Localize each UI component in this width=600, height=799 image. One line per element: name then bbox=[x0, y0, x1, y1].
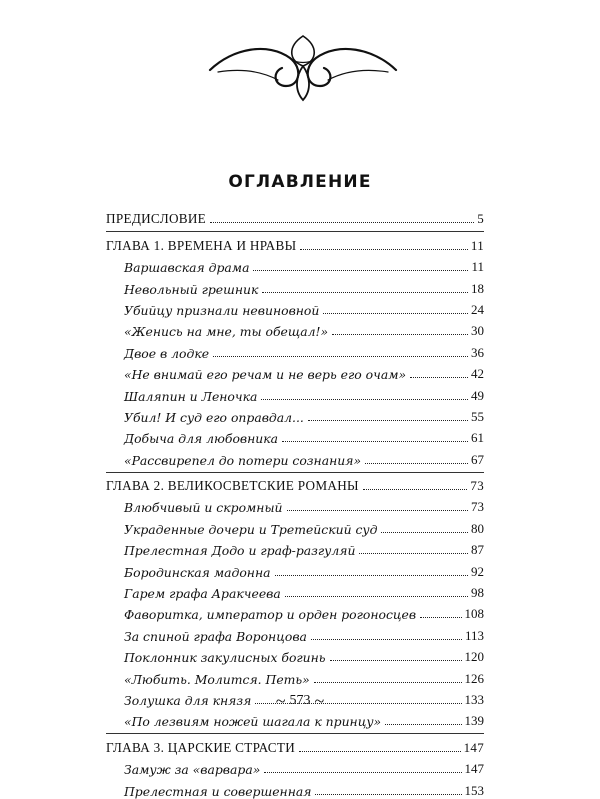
toc-page-number: 113 bbox=[464, 627, 484, 643]
toc-item bbox=[106, 494, 484, 515]
table-of-contents bbox=[106, 206, 484, 799]
dot-leader bbox=[261, 398, 468, 400]
toc-page-number: 147 bbox=[464, 761, 484, 777]
toc-item bbox=[106, 708, 484, 729]
toc-item-title: Поклонник закулисных богинь bbox=[124, 650, 326, 666]
toc-item bbox=[106, 537, 484, 558]
toc-item bbox=[106, 622, 484, 643]
toc-item bbox=[106, 425, 484, 446]
toc-page-number: 49 bbox=[471, 387, 484, 403]
dot-leader bbox=[253, 269, 468, 271]
toc-item bbox=[106, 777, 484, 798]
toc-item bbox=[106, 297, 484, 318]
toc-entry-title: ПРЕДИСЛОВИЕ bbox=[106, 211, 207, 227]
toc-page-number: 153 bbox=[464, 782, 484, 798]
toc-page-number: 18 bbox=[471, 280, 484, 296]
toc-item-title: Убийцу признали невиновной bbox=[124, 302, 320, 318]
toc-item bbox=[106, 515, 484, 536]
dot-leader bbox=[420, 616, 461, 618]
toc-item bbox=[106, 361, 484, 382]
dot-leader bbox=[385, 723, 461, 725]
dot-leader bbox=[308, 419, 468, 421]
toc-item-title: «Женись на мне, ты обещал!» bbox=[124, 324, 329, 340]
toc-page-number: 98 bbox=[471, 585, 484, 601]
toc-item bbox=[106, 446, 484, 467]
toc-item-title: «Рассвирепел до потери сознания» bbox=[124, 452, 362, 468]
toc-page-number: 11 bbox=[470, 237, 484, 253]
toc-chapter-3 bbox=[106, 734, 484, 755]
toc-item-title: Невольный грешник bbox=[124, 281, 259, 297]
toc-item-title: Добыча для любовника bbox=[124, 431, 279, 447]
dot-leader bbox=[264, 771, 461, 773]
left-flourish: ~ bbox=[275, 691, 286, 711]
toc-page-number: 126 bbox=[464, 670, 484, 686]
toc-item bbox=[106, 275, 484, 296]
swirl-ornament-icon bbox=[208, 28, 398, 103]
dot-leader bbox=[365, 462, 468, 464]
dot-leader bbox=[359, 552, 468, 554]
toc-page-number: 73 bbox=[471, 499, 484, 515]
toc-page-number: 42 bbox=[471, 366, 484, 382]
toc-page-number: 73 bbox=[470, 478, 484, 494]
dot-leader bbox=[210, 221, 474, 223]
toc-page-number: 61 bbox=[471, 430, 484, 446]
toc-item bbox=[106, 254, 484, 275]
toc-item-title: «Не внимай его речам и не верь его очам» bbox=[124, 367, 407, 383]
dot-leader bbox=[262, 291, 468, 293]
toc-page-number: 36 bbox=[471, 344, 484, 360]
toc-item-title: Бородинская мадонна bbox=[124, 564, 271, 580]
dot-leader bbox=[314, 681, 462, 683]
dot-leader bbox=[332, 333, 468, 335]
toc-page-number: 120 bbox=[464, 649, 484, 665]
toc-item-title: «По лезвиям ножей шагала к принцу» bbox=[124, 714, 382, 730]
toc-item-title: Прелестная и совершенная bbox=[124, 783, 312, 799]
dot-leader bbox=[213, 355, 468, 357]
toc-page-number: 55 bbox=[471, 408, 484, 424]
dot-leader bbox=[300, 248, 467, 250]
toc-page-number: 80 bbox=[471, 520, 484, 536]
toc-page-number: 87 bbox=[471, 542, 484, 558]
page-title: ОГЛАВЛЕНИЕ bbox=[228, 172, 372, 192]
toc-page-number: 5 bbox=[477, 211, 484, 227]
toc-page-number: 24 bbox=[471, 301, 484, 317]
dot-leader bbox=[311, 638, 462, 640]
toc-chapter-1 bbox=[106, 232, 484, 253]
toc-item-title: Украденные дочери и Третейский суд bbox=[124, 521, 378, 537]
dot-leader bbox=[299, 750, 461, 752]
dot-leader bbox=[323, 312, 468, 314]
toc-item bbox=[106, 404, 484, 425]
toc-item bbox=[106, 644, 484, 665]
dot-leader bbox=[363, 488, 468, 490]
toc-preface bbox=[106, 206, 484, 227]
toc-item-title: Замуж за «варвара» bbox=[124, 762, 261, 778]
toc-item-title: «Любить. Молится. Петь» bbox=[124, 671, 310, 687]
dot-leader bbox=[287, 509, 468, 511]
dot-leader bbox=[381, 531, 468, 533]
toc-page-number: 133 bbox=[464, 691, 484, 707]
toc-item bbox=[106, 318, 484, 339]
toc-item-title: За спиной графа Воронцова bbox=[124, 628, 307, 644]
toc-item-title: Прелестная Додо и граф-разгуляй bbox=[124, 543, 356, 559]
toc-page-number: 92 bbox=[471, 563, 484, 579]
toc-item bbox=[106, 558, 484, 579]
toc-item-title: Шаляпин и Леночка bbox=[124, 388, 258, 404]
toc-chapter-title: ГЛАВА 3. ЦАРСКИЕ СТРАСТИ bbox=[106, 739, 296, 755]
toc-item-title: Влюбчивый и скромный bbox=[124, 500, 283, 516]
dot-leader bbox=[330, 659, 462, 661]
toc-item-title: Гарем графа Аракчеева bbox=[124, 586, 281, 602]
toc-item-title: Двое в лодке bbox=[124, 345, 210, 361]
toc-page-number: 147 bbox=[463, 739, 484, 755]
right-flourish: ~ bbox=[314, 691, 325, 711]
toc-item bbox=[106, 665, 484, 686]
dot-leader bbox=[275, 574, 468, 576]
toc-page-number: 108 bbox=[464, 606, 484, 622]
toc-page-number: 67 bbox=[471, 451, 484, 467]
toc-item bbox=[106, 382, 484, 403]
toc-item-title: Убил! И суд его оправдал... bbox=[124, 409, 304, 425]
toc-item-title: Золушка для князя bbox=[124, 692, 252, 708]
toc-item bbox=[106, 756, 484, 777]
dot-leader bbox=[410, 376, 468, 378]
dot-leader bbox=[285, 595, 468, 597]
toc-item-title: Фаворитка, император и орден рогоносцев bbox=[124, 607, 417, 623]
toc-item-title: Варшавская драма bbox=[124, 260, 250, 276]
toc-page-number: 11 bbox=[471, 259, 484, 275]
toc-item bbox=[106, 339, 484, 360]
toc-chapter-title: ГЛАВА 1. ВРЕМЕНА И НРАВЫ bbox=[106, 237, 297, 253]
toc-item bbox=[106, 580, 484, 601]
dot-leader bbox=[315, 793, 461, 795]
toc-page-number: 30 bbox=[471, 323, 484, 339]
page-footer bbox=[0, 693, 600, 709]
dot-leader bbox=[282, 440, 468, 442]
toc-chapter-2 bbox=[106, 473, 484, 494]
page-number: 573 bbox=[289, 693, 311, 708]
toc-item bbox=[106, 601, 484, 622]
toc-chapter-title: ГЛАВА 2. ВЕЛИКОСВЕТСКИЕ РОМАНЫ bbox=[106, 478, 359, 494]
toc-page-number: 139 bbox=[464, 713, 484, 729]
